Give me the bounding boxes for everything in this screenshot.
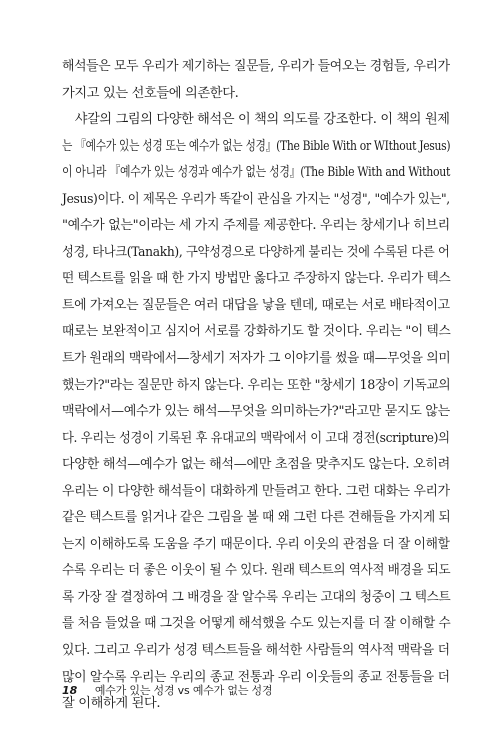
page-footer	[62, 682, 272, 698]
text-line: 를 처음 들었을 때 그것을 어떻게 해석했을 수도 있는지를 더 잘 이해할 수	[62, 616, 451, 632]
text-line: 했는가?"라는 질문만 하지 않는다. 우리는 또한 "창세기 18장이 기독교의	[62, 377, 451, 393]
text-line: 록 가장 잘 결정하여 그 배경을 잘 알수록 우리는 고대의 청중이 그 텍스트	[62, 589, 451, 605]
body-text	[62, 54, 450, 718]
text-line: Jesus)이다. 이 제목은 우리가 똑같이 관심을 가지는 "성경", "예수가 있는",	[62, 191, 450, 207]
page-number: 18	[62, 684, 78, 697]
text-line: 많이 알수록 우리는 우리의 종교 전통과 우리 이웃들의 종교 전통들을 더	[62, 669, 450, 685]
text-line: 같은 텍스트를 읽거나 같은 그림을 볼 때 왜 그런 다른 견해들을 가지게 되	[62, 510, 451, 526]
running-title: 예수가 있는 성경 vs 예수가 없는 성경	[94, 684, 273, 697]
text-line: 맥락에서—예수가 있는 해석—무엇을 의미하는가?"라고만 묻지도 않는	[62, 404, 450, 420]
text-line: 샤갈의 그림의 다양한 해석은 이 책의 의도를 강조한다. 이 책의 원제	[62, 112, 450, 128]
text-line: 는지 이해하도록 도움을 주기 때문이다. 우리 이웃의 관점을 더 잘 이해할	[62, 536, 450, 552]
text-line: 다양한 해석—예수가 없는 해석—에만 초점을 맞추지도 않는다. 오히려	[62, 457, 450, 473]
text-line: 트에 가져오는 질문들은 여러 대답을 낳을 텐데, 때로는 서로 배타적이고	[62, 297, 450, 313]
text-line: 있다. 그리고 우리가 성경 텍스트들을 해석한 사람들의 역사적 맥락을 더	[62, 643, 450, 659]
text-line: 가지고 있는 선호들에 의존한다.	[62, 85, 239, 101]
text-line: 성경, 타나크(Tanakh), 구약성경으로 다양하게 불리는 것에 수록된 다른 어	[62, 244, 450, 260]
text-line: 는 『예수가 있는 성경 또는 예수가 없는 성경』(The Bible With or WIthout Jesus)	[62, 138, 451, 154]
text-line: 트가 원래의 맥락에서—창세기 저자가 그 이야기를 썼을 때—무엇을 의미	[62, 351, 451, 367]
text-line: 다. 우리는 성경이 기록된 후 유대교의 맥락에서 이 고대 경전(scripture)의	[62, 430, 450, 446]
text-line: "예수가 없는"이라는 세 가지 주제를 제공한다. 우리는 창세기나 히브리	[62, 218, 450, 234]
text-line: 떤 텍스트를 읽을 때 한 가지 방법만 옳다고 주장하지 않는다. 우리가 텍스	[62, 271, 451, 287]
text-line: 때로는 보완적이고 심지어 서로를 강화하기도 할 것이다. 우리는 "이 텍스	[62, 324, 451, 340]
text-line: 해석들은 모두 우리가 제기하는 질문들, 우리가 들여오는 경험들, 우리가	[62, 59, 450, 74]
text-line: 수록 우리는 더 좋은 이웃이 될 수 있다. 원래 텍스트의 역사적 배경을 되도	[62, 563, 451, 579]
text-line: 우리는 이 다양한 해석들이 대화하게 만들려고 한다. 그런 대화는 우리가	[62, 483, 450, 499]
text-line: 잘 이해하게 된다.	[62, 696, 161, 712]
text-line: 이 아니라 『예수가 있는 성경과 예수가 없는 성경』(The Bible With and Without	[62, 165, 451, 181]
